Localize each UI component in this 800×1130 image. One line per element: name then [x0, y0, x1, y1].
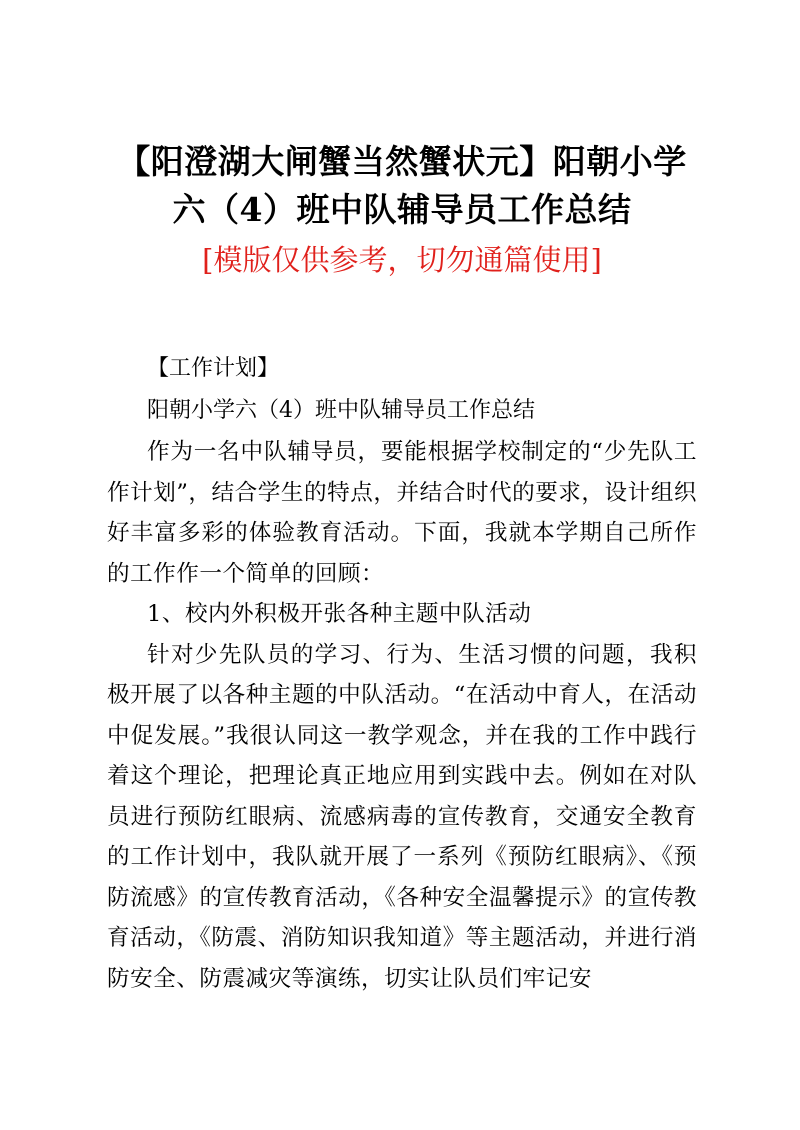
template-disclaimer: [模版仅供参考，切勿通篇使用] — [202, 243, 602, 277]
body-paragraph-activities: 针对少先队员的学习、行为、生活习惯的问题，我积极开展了以各种主题的中队活动。“在活动中育人，在活动中促发展。”我很认同这一教学观念，并在我的工作中践行着这个理论，把理论真正地应用到实践中去。例如在对队员进行预防红眼病、流感病毒的宣传教育，交通安全教育的工作计划中，我队就开展了一系列《预防红眼病》、《预防流感》的宣传教育活动，《各种安全温馨提示》的宣传教育活动，《防震、消防知识我知道》等主题活动，并进行消防安全、防震减灾等演练，切实让队员们牢记安 — [107, 641, 697, 992]
document-heading: 阳朝小学六（4）班中队辅导员工作总结 — [147, 398, 535, 423]
body-paragraph-item-heading: 1、校内外积极开张各种主题中队活动 — [147, 601, 532, 627]
body-paragraph-intro: 作为一名中队辅导员，要能根据学校制定的“少先队工作计划”，结合学生的特点，并结合时代的要求，设计组织好丰富多彩的体验教育活动。下面，我就本学期自己所作的工作作一个简单的回顾： — [107, 439, 697, 587]
document-title: 【阳澄湖大闸蟹当然蟹状元】阳朝小学六（4）班中队辅导员工作总结 — [117, 142, 687, 229]
section-label: 【工作计划】 — [147, 356, 280, 381]
